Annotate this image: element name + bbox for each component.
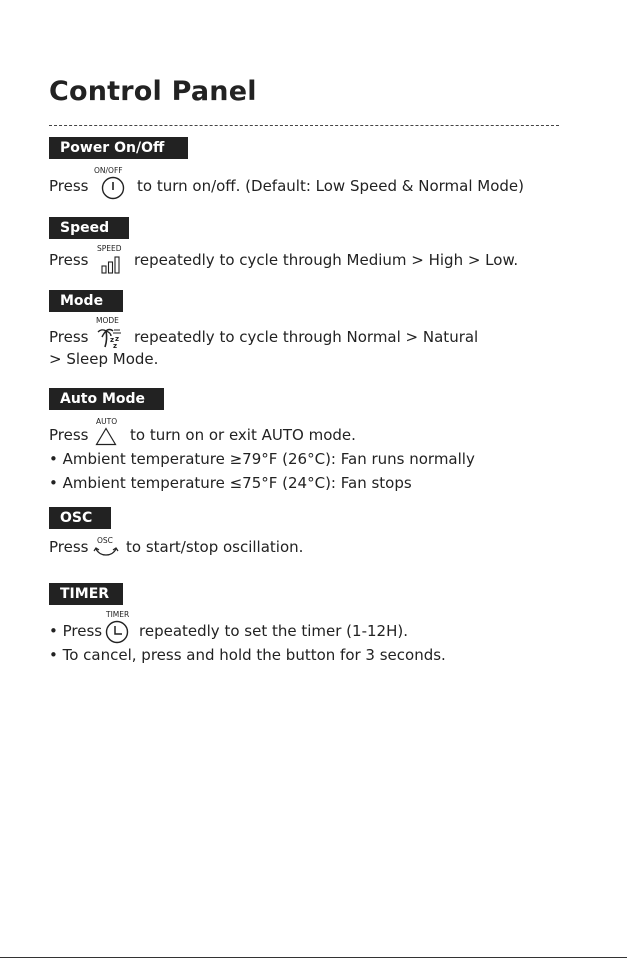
auto-bullet-1: • Ambient temperature ≥79°F (26°C): Fan runs normally: [49, 450, 475, 468]
auto-description: to turn on or exit AUTO mode.: [130, 426, 356, 444]
press-label: Press: [49, 251, 89, 269]
speed-instruction: [49, 244, 609, 274]
mode-description-continued: > Sleep Mode.: [49, 350, 159, 368]
auto-bullet-2: • Ambient temperature ≤75°F (24°C): Fan stops: [49, 474, 412, 492]
mode-instruction: [49, 316, 609, 351]
page-title: Control Panel: [49, 76, 257, 107]
dashed-divider: [49, 125, 559, 126]
osc-icon-label: OSC: [97, 536, 113, 545]
speed-description: repeatedly to cycle through Medium > High > Low.: [134, 251, 519, 269]
timer-icon-label: TIMER: [106, 610, 130, 619]
svg-text:z: z: [115, 335, 120, 343]
section-heading-mode: Mode: [49, 290, 123, 312]
timer-description: repeatedly to set the timer (1-12H).: [139, 622, 408, 640]
power-description: to turn on/off. (Default: Low Speed & Normal Mode): [137, 177, 524, 195]
mode-icon-label: MODE: [96, 316, 119, 325]
section-heading-timer: TIMER: [49, 583, 123, 605]
clock-icon: [105, 620, 129, 644]
section-heading-osc: OSC: [49, 507, 111, 529]
press-label: • Press: [49, 622, 103, 640]
speed-bars-icon: [101, 256, 121, 274]
auto-instruction: [49, 417, 609, 449]
section-heading-power: Power On/Off: [49, 137, 188, 159]
timer-instruction: [49, 610, 609, 645]
bottom-rule: [0, 957, 627, 958]
press-label: Press: [49, 426, 89, 444]
press-label: Press: [49, 538, 89, 556]
oscillation-arc-icon: [93, 546, 119, 558]
speed-icon-label: SPEED: [97, 244, 122, 253]
press-label: Press: [49, 177, 89, 195]
osc-instruction: [49, 537, 609, 561]
power-icon: [101, 176, 125, 200]
osc-description: to start/stop oscillation.: [126, 538, 304, 556]
mode-description: repeatedly to cycle through Normal > Natural: [134, 328, 479, 346]
auto-icon-label: AUTO: [96, 417, 118, 426]
section-heading-auto-mode: Auto Mode: [49, 388, 164, 410]
svg-text:z: z: [110, 336, 115, 344]
svg-text:z: z: [113, 342, 118, 349]
palm-tree-sleep-icon: [97, 327, 123, 349]
power-instruction: [49, 166, 609, 200]
press-label: Press: [49, 328, 89, 346]
power-icon-label: ON/OFF: [94, 166, 123, 175]
timer-cancel-instruction: • To cancel, press and hold the button for 3 seconds.: [49, 646, 446, 664]
triangle-icon: [95, 427, 117, 446]
section-heading-speed: Speed: [49, 217, 129, 239]
